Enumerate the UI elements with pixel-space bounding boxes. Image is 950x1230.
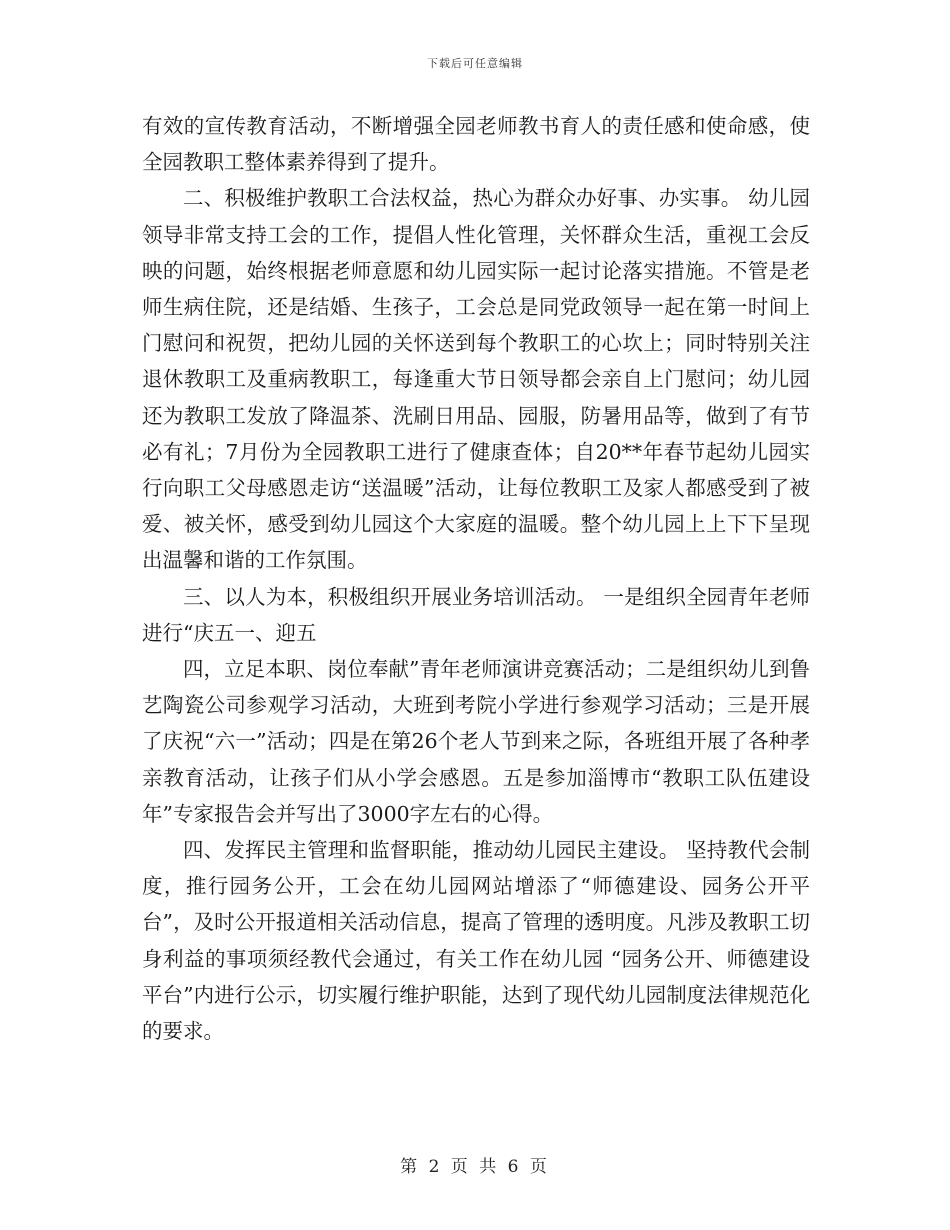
page-header: 下载后可任意编辑 (427, 57, 523, 70)
paragraph-continuation: 有效的宣传教育活动，不断增强全园老师教书育人的责任感和使命感，使全园教职工整体素养得到了提升。 (142, 114, 810, 175)
page-number-footer: 第 2 页 共 6 页 (400, 1157, 550, 1177)
document-body (142, 108, 810, 1049)
paragraph-section-three: 三、以人为本，积极组织开展业务培训活动。 一是组织全园青年老师进行“庆五一、迎五 (142, 584, 810, 645)
paragraph-section-two: 二、积极维护教职工合法权益，热心为群众办好事、办实事。 幼儿园领导非常支持工会的工作，提倡人性化管理，关怀群众生活，重视工会反映的问题，始终根据老师意愿和幼儿园实际一起讨论落实措施。不管是老师生病住院，还是结婚、生孩子，工会总是同党政领导一起在第一时间上门慰问和祝贺，把幼儿园的关怀送到每个教职工的心坎上；同时特别关注退休教职工及重病教职工，每逢重大节日领导都会亲自上门慰问；幼儿园还为教职工发放了降温茶、洗刷日用品、园服，防暑用品等，做到了有节必有礼；7月份为全园教职工进行了健康查体；自20**年春节起幼儿园实行向职工父母感恩走访“送温暖”活动，让每位教职工及家人都感受到了被爱、被关怀，感受到幼儿园这个大家庭的温暖。整个幼儿园上上下下呈现出温馨和谐的工作氛围。 (142, 186, 810, 573)
paragraph-section-three-continued: 四，立足本职、岗位奉献”青年老师演讲竞赛活动；二是组织幼儿到鲁艺陶瓷公司参观学习活动，大班到考院小学进行参观学习活动；三是开展了庆祝“六一”活动；四是在第26个老人节到来之际，各班组开展了各种孝亲教育活动，让孩子们从小学会感恩。五是参加淄博市“教职工队伍建设年”专家报告会并写出了3000字左右的心得。 (142, 657, 810, 826)
paragraph-section-four: 四、发挥民主管理和监督职能，推动幼儿园民主建设。 坚持教代会制度，推行园务公开，工会在幼儿园网站增添了“师德建设、园务公开平台”，及时公开报道相关活动信息，提高了管理的透明度。凡涉及教职工切身利益的事项须经教代会通过，有关工作在幼儿园 “园务公开、师德建设平台”内进行公示，切实履行维护职能，达到了现代幼儿园制度法律规范化的要求。 (142, 838, 810, 1044)
